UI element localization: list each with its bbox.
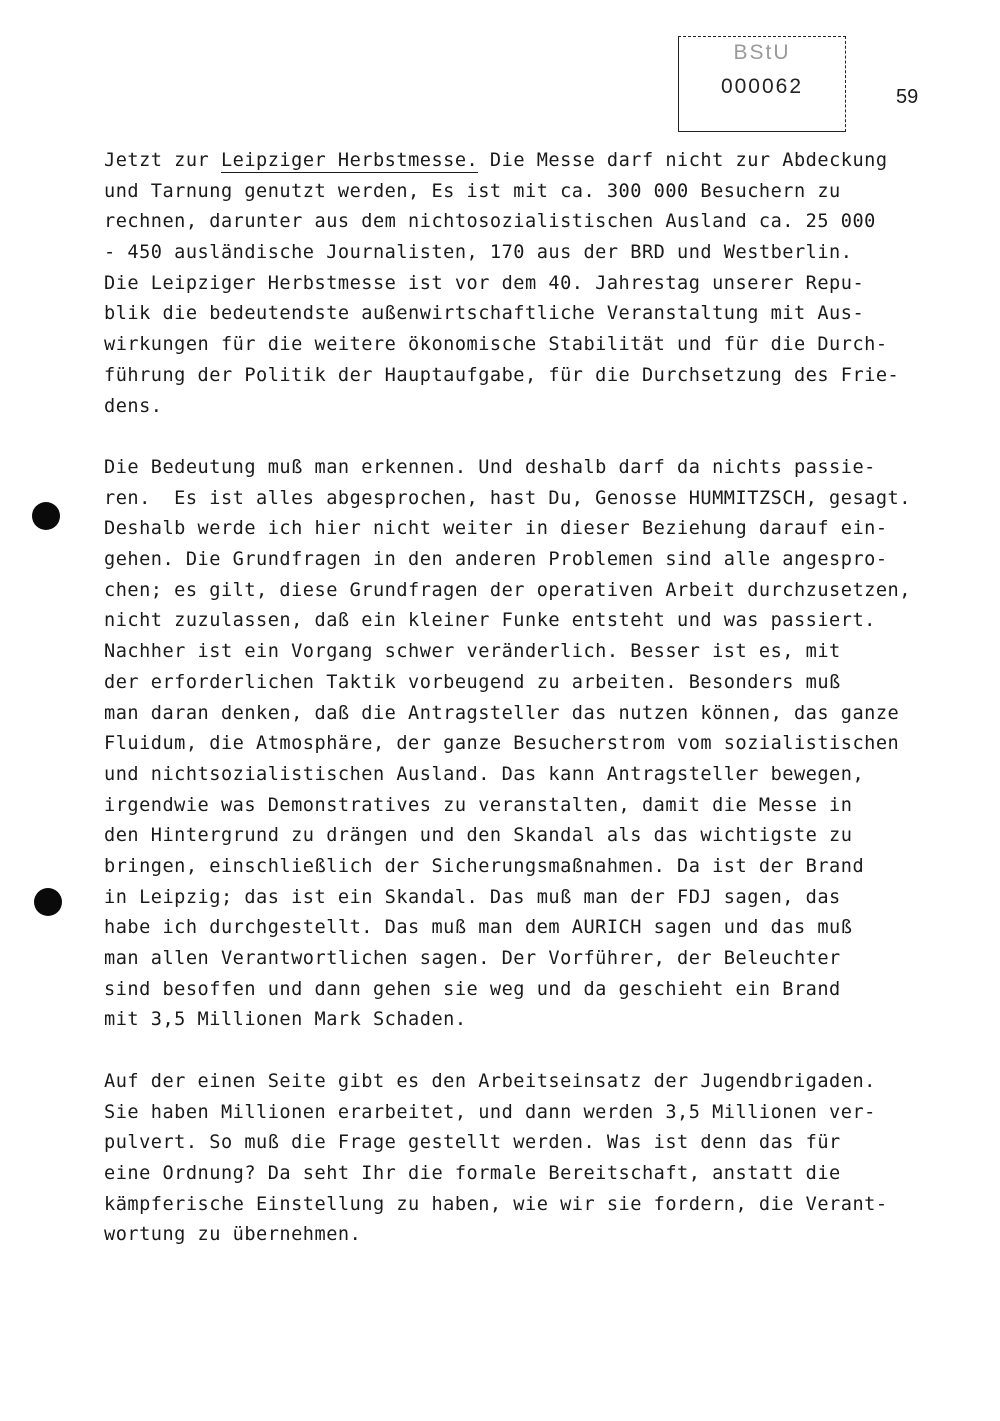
text-line: Fluidum, die Atmosphäre, der ganze Besucherstrom vom sozialistischen [104,733,900,755]
paragraph-2 [104,453,964,1036]
text-line: rechnen, darunter aus dem nichtosozialistischen Ausland ca. 25 000 [104,211,876,233]
line-text: Die Messe darf nicht zur Abdeckung [478,150,888,171]
text-line: ren. Es ist alles abgesprochen, hast Du, Genosse HUMMITZSCH, gesagt. [104,487,911,509]
text-line: dens. [104,395,163,417]
text-line: und nichtsozialistischen Ausland. Das kann Antragsteller bewegen, [104,763,865,785]
text-line: sind besoffen und dann gehen sie weg und da geschieht ein Brand [104,978,841,1000]
text-line: in Leipzig; das ist ein Skandal. Das muß man der FDJ sagen, das [104,886,841,908]
text-line: pulvert. So muß die Frage gestellt werden. Was ist denn das für [104,1132,841,1154]
text-line: Sie haben Millionen erarbeitet, und dann werden 3,5 Millionen ver- [104,1101,876,1123]
text-line: führung der Politik der Hauptaufgabe, für die Durchsetzung des Frie- [104,364,900,386]
text-line: gehen. Die Grundfragen in den anderen Problemen sind alle angespro- [104,549,888,571]
text-line: der erforderlichen Taktik vorbeugend zu arbeiten. Besonders muß [104,671,841,693]
stamp-agency-text: BStU [733,41,791,64]
text-line: - 450 ausländische Journalisten, 170 aus der BRD und Westberlin. [104,242,853,264]
text-line: bringen, einschließlich der Sicherungsmaßnahmen. Da ist der Brand [104,855,865,877]
text-line: man allen Verantwortlichen sagen. Der Vorführer, der Beleuchter [104,948,841,969]
text-line: blik die bedeutendste außenwirtschaftliche Veranstaltung mit Aus- [104,303,865,325]
stamp-number-text: 000062 [720,75,804,98]
archive-stamp [678,36,846,132]
text-line: Auf der einen Seite gibt es den Arbeitseinsatz der Jugendbrigaden. [104,1071,876,1092]
line-text: Jetzt zur [104,150,221,171]
text-line: und Tarnung genutzt werden, Es ist mit ca. 300 000 Besuchern zu [104,180,841,202]
text-line: habe ich durchgestellt. Das muß man dem AURICH sagen und das muß [104,917,853,939]
text-line: wortung zu übernehmen. [104,1224,362,1246]
text-line: eine Ordnung? Da seht Ihr die formale Bereitschaft, anstatt die [104,1163,841,1185]
underlined-heading: Leipziger Herbstmesse. [220,150,479,171]
text-line: nicht zuzulassen, daß ein kleiner Funke entsteht und was passiert. [104,610,876,632]
text-line: Deshalb werde ich hier nicht weiter in dieser Beziehung darauf ein- [104,518,888,540]
paragraph-1 [104,146,964,422]
text-line: Die Leipziger Herbstmesse ist vor dem 40. Jahrestag unserer Repu- [104,272,865,294]
text-line [104,146,964,177]
text-line: mit 3,5 Millionen Mark Schaden. [104,1009,467,1031]
text-line: chen; es gilt, diese Grundfragen der operativen Arbeit durchzusetzen, [104,579,911,601]
punch-hole-icon [32,502,60,530]
text-line: wirkungen für die weitere ökonomische Stabilität und für die Durch- [104,334,888,356]
paragraph-3 [104,1067,964,1251]
text-line: irgendwie was Demonstratives zu veranstalten, damit die Messe in [104,794,853,816]
text-line: Nachher ist ein Vorgang schwer veränderlich. Besser ist es, mit [104,641,841,663]
punch-hole-icon [34,888,62,916]
text-line: den Hintergrund zu drängen und den Skandal als das wichtigste zu [104,825,853,847]
text-line: man daran denken, daß die Antragsteller das nutzen können, das ganze [104,702,900,724]
text-line: Die Bedeutung muß man erkennen. Und deshalb darf da nichts passie- [104,457,876,478]
text-line: kämpferische Einstellung zu haben, wie wir sie fordern, die Verant- [104,1193,888,1215]
page-number: 59 [896,86,919,108]
